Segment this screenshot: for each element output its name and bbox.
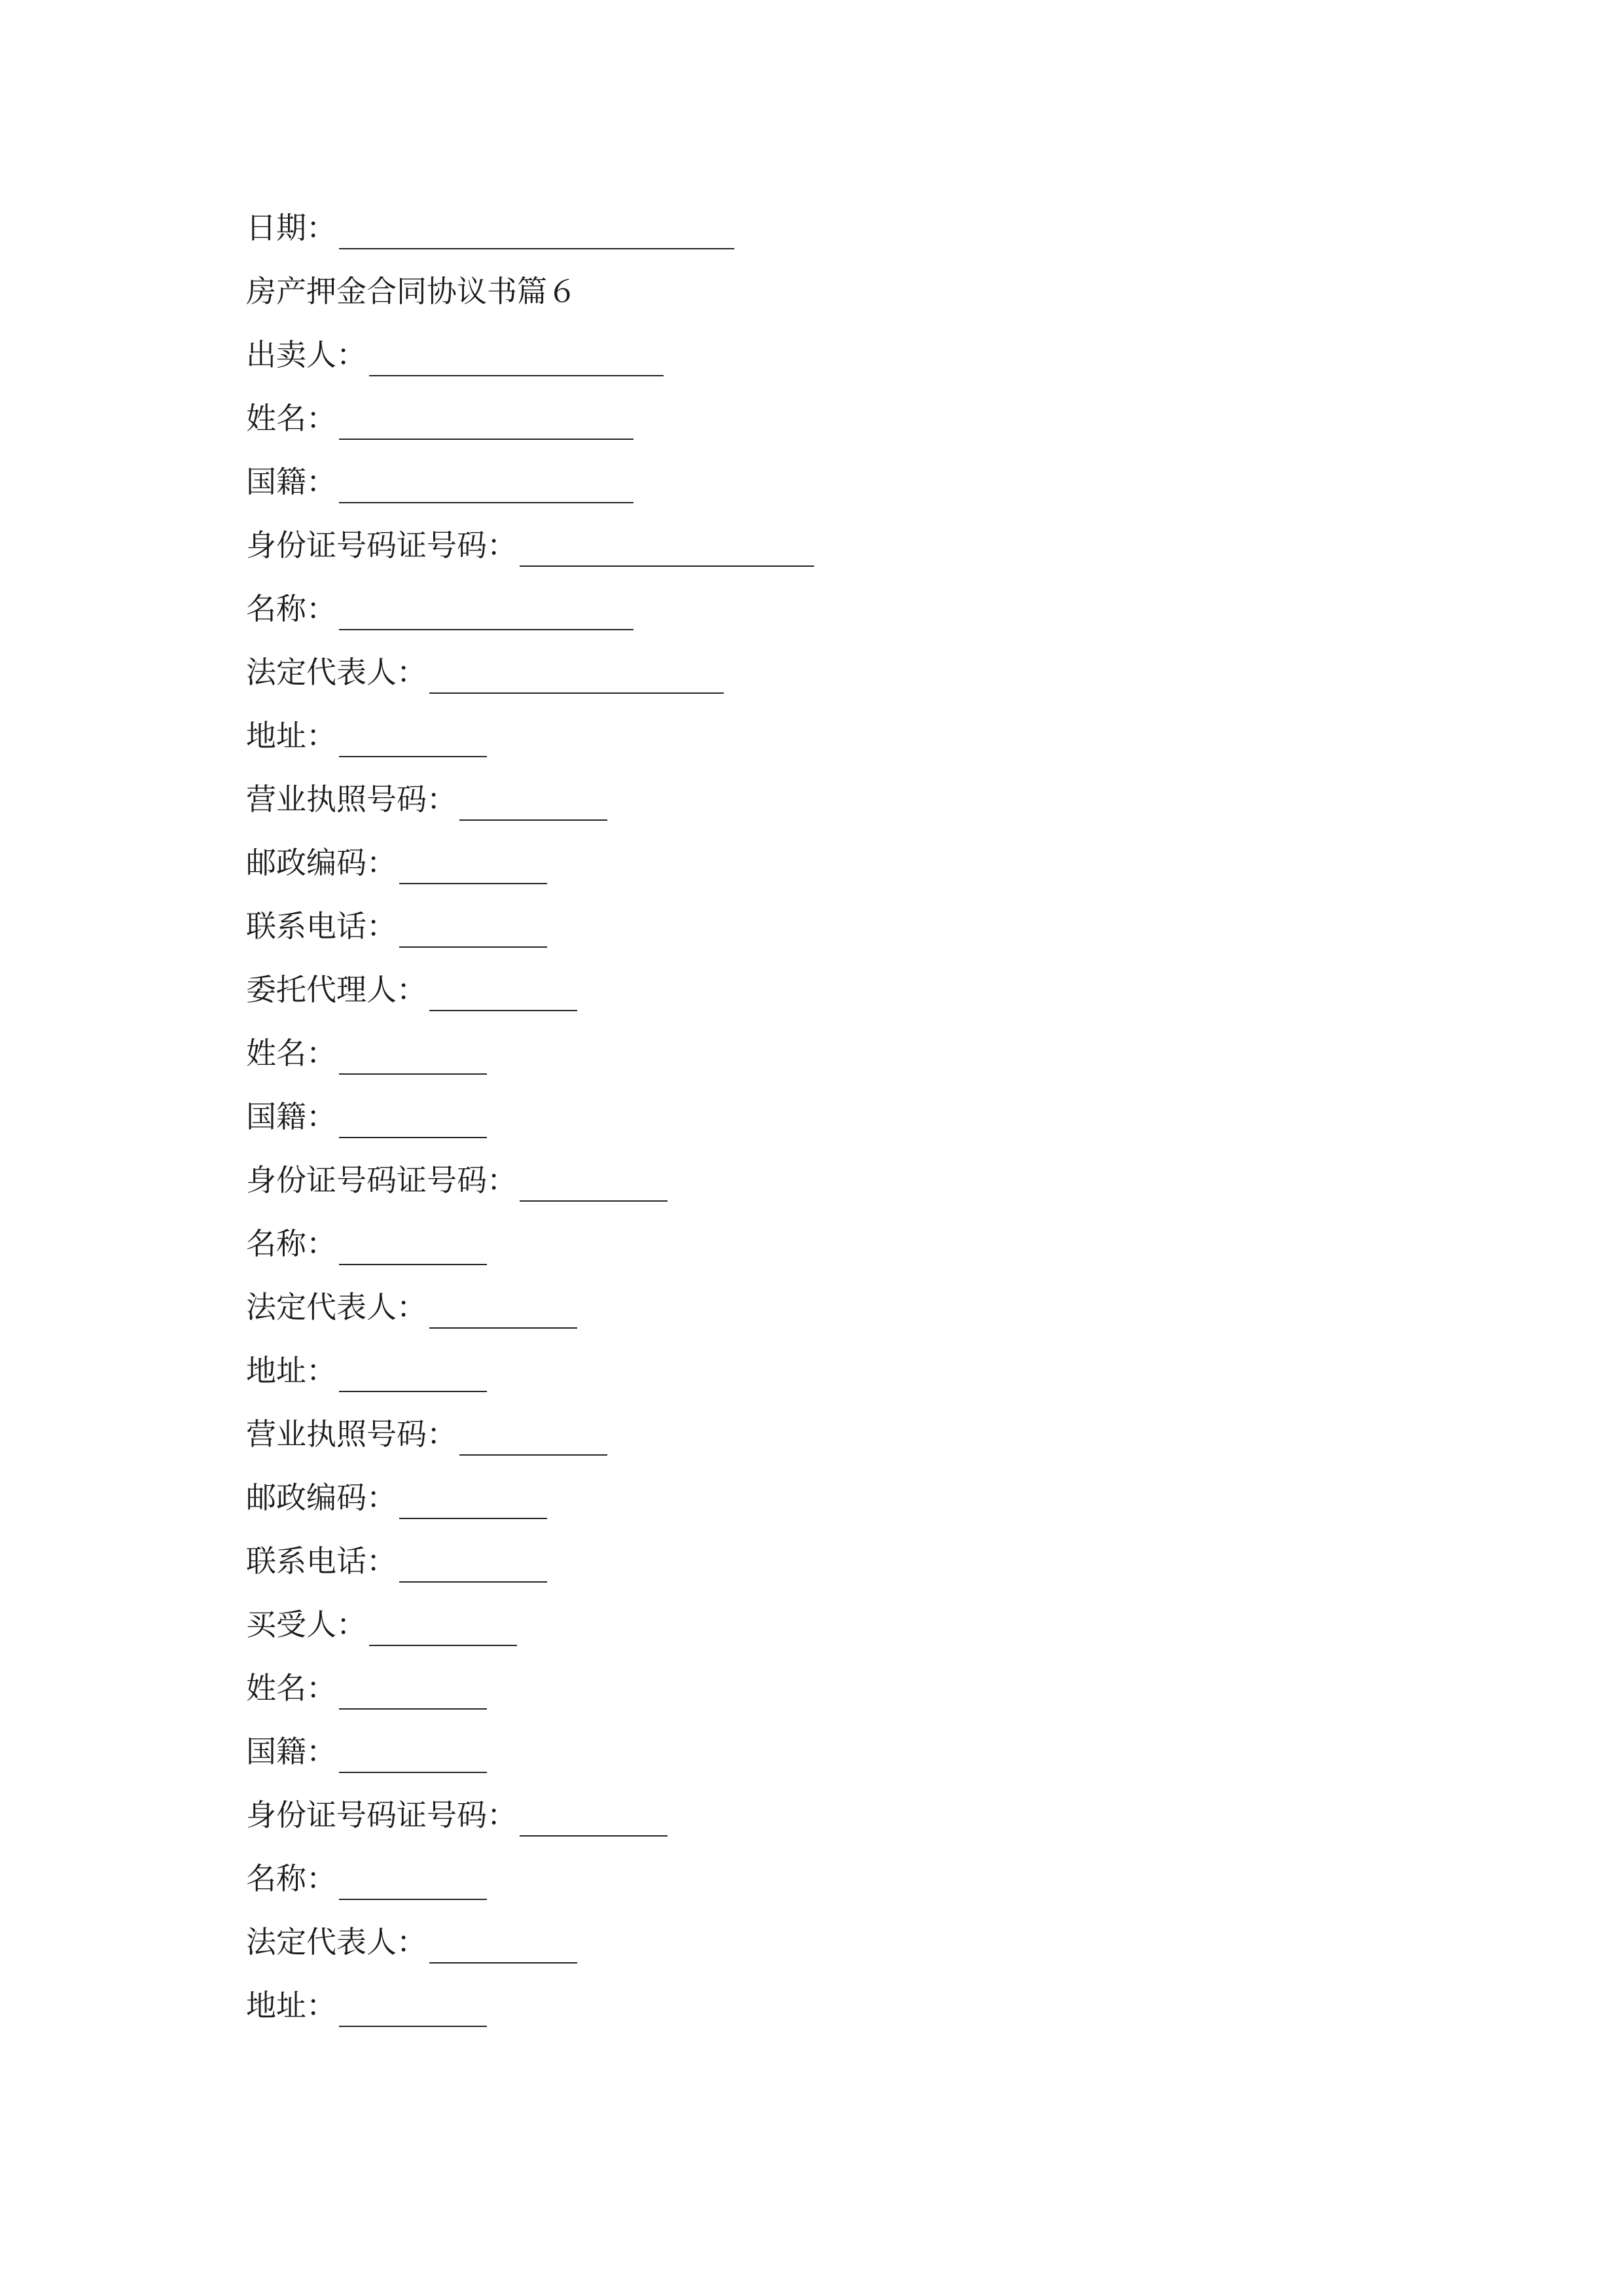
field-label: 姓名：	[246, 1670, 336, 1706]
field-line-name	[246, 1027, 487, 1079]
field-blank	[520, 1169, 668, 1202]
field-line-legal-rep	[246, 1916, 577, 1968]
field-blank	[339, 1232, 487, 1265]
field-line-id-number	[246, 1154, 668, 1206]
field-line-postcode	[246, 836, 547, 889]
field-line-title	[246, 1852, 487, 1905]
field-blank	[520, 534, 814, 567]
field-blank	[459, 1423, 607, 1456]
field-blank	[399, 1486, 547, 1519]
field-label: 身份证号码证号码：	[246, 528, 517, 563]
field-blank	[339, 1867, 487, 1900]
field-label: 买受人：	[246, 1607, 366, 1642]
field-line-legal-rep	[246, 1281, 577, 1333]
field-label: 联系电话：	[246, 908, 397, 944]
field-line-agent	[246, 963, 577, 1016]
field-label: 国籍：	[246, 1734, 336, 1769]
field-line-name	[246, 392, 633, 444]
field-blank	[429, 1931, 577, 1964]
field-label: 身份证号码证号码：	[246, 1162, 517, 1198]
field-label: 名称：	[246, 1861, 336, 1896]
field-line-business-license	[246, 773, 607, 825]
field-label: 营业执照号码：	[246, 781, 457, 817]
field-blank	[369, 344, 664, 376]
field-blank	[399, 1550, 547, 1583]
field-label: 邮政编码：	[246, 845, 397, 880]
field-blank	[339, 471, 633, 503]
field-line-name	[246, 1662, 487, 1714]
field-label: 法定代表人：	[246, 1289, 427, 1325]
field-line-seller	[246, 329, 664, 381]
field-label: 身份证号码证号码：	[246, 1797, 517, 1833]
field-blank	[399, 915, 547, 948]
field-blank	[339, 1359, 487, 1392]
field-blank	[429, 1296, 577, 1329]
field-label: 国籍：	[246, 464, 336, 499]
field-blank	[339, 725, 487, 757]
date-label: 日期：	[246, 210, 336, 245]
section-title-text: 房产押金合同协议书篇６	[246, 274, 577, 309]
field-blank	[429, 978, 577, 1011]
section-title	[246, 265, 577, 317]
field-line-phone	[246, 1535, 547, 1587]
field-label: 地址：	[246, 1988, 336, 2023]
field-label: 联系电话：	[246, 1543, 397, 1579]
field-blank	[339, 1105, 487, 1138]
field-line-address	[246, 1979, 487, 2032]
field-line-business-license	[246, 1408, 607, 1460]
field-label: 邮政编码：	[246, 1480, 397, 1515]
field-blank	[429, 661, 724, 694]
field-label: 地址：	[246, 1353, 336, 1388]
field-blank	[339, 1042, 487, 1075]
field-blank	[520, 1804, 668, 1837]
field-label: 出卖人：	[246, 337, 366, 372]
field-label: 营业执照号码：	[246, 1416, 457, 1452]
field-line-buyer	[246, 1598, 517, 1651]
field-label: 法定代表人：	[246, 1924, 427, 1960]
field-label: 姓名：	[246, 1035, 336, 1071]
field-line-legal-rep	[246, 646, 724, 698]
field-line-address	[246, 1344, 487, 1397]
field-label: 地址：	[246, 718, 336, 753]
field-blank	[369, 1613, 517, 1646]
field-blank	[339, 1740, 487, 1773]
field-line-id-number	[246, 1789, 668, 1841]
field-line-phone	[246, 900, 547, 952]
field-label: 委托代理人：	[246, 972, 427, 1007]
field-line-nationality	[246, 456, 633, 508]
field-line-id-number	[246, 519, 814, 571]
field-line-nationality	[246, 1725, 487, 1778]
date-line	[246, 202, 734, 254]
date-blank	[339, 217, 734, 249]
field-line-address	[246, 709, 487, 762]
field-blank	[339, 407, 633, 440]
field-label: 名称：	[246, 591, 336, 626]
field-line-title	[246, 1217, 487, 1270]
field-blank	[339, 1677, 487, 1710]
field-blank	[339, 598, 633, 630]
field-label: 法定代表人：	[246, 655, 427, 690]
field-line-nationality	[246, 1090, 487, 1143]
field-blank	[399, 852, 547, 884]
field-line-postcode	[246, 1471, 547, 1524]
field-blank	[459, 788, 607, 821]
field-label: 姓名：	[246, 401, 336, 436]
field-line-title	[246, 583, 633, 635]
field-label: 名称：	[246, 1226, 336, 1261]
field-label: 国籍：	[246, 1099, 336, 1134]
field-blank	[339, 1994, 487, 2027]
